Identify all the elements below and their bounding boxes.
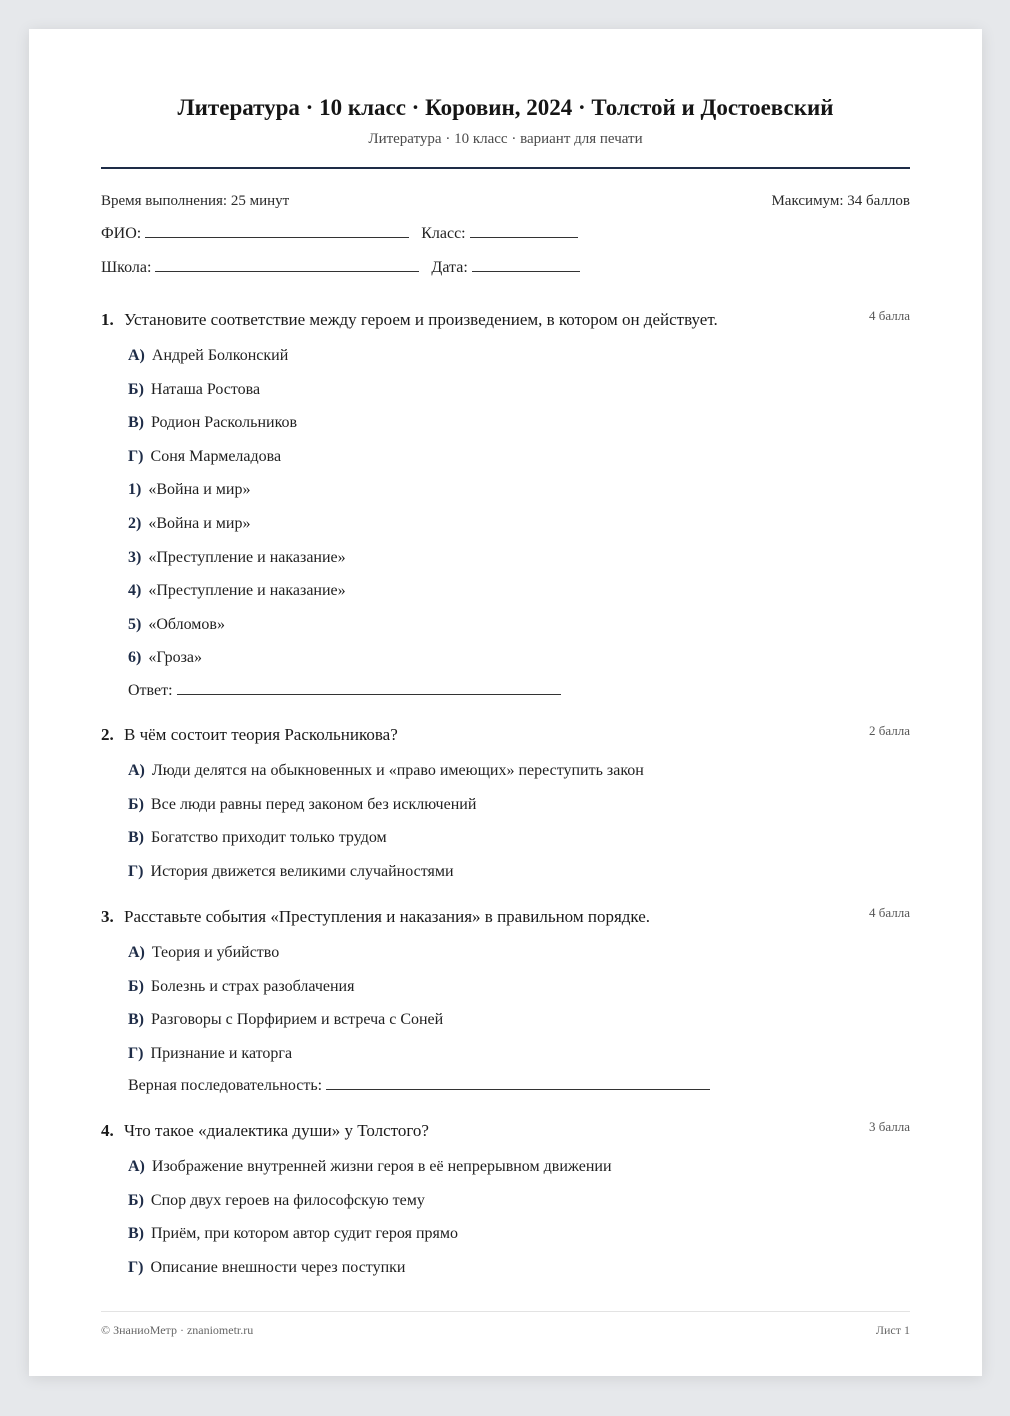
option-label: 3) [128, 548, 142, 566]
option-text: Признание и каторга [150, 1044, 293, 1062]
question-text: Расставьте события «Преступления и наказания» в правильном порядке. [124, 907, 651, 926]
option-item [128, 581, 937, 615]
max-score: Максимум: 34 баллов [771, 193, 910, 209]
time-limit: Время выполнения: 25 минут [101, 193, 290, 209]
option-item [128, 862, 937, 896]
option-item [128, 346, 937, 380]
question-text: В чём состоит теория Раскольникова? [124, 725, 398, 744]
option-text: Описание внешности через поступки [150, 1258, 406, 1276]
option-text: Наташа Ростова [150, 380, 261, 398]
school-date-row [101, 259, 592, 277]
option-text: Богатство приходит только трудом [151, 829, 387, 847]
question-4-head [101, 1121, 910, 1145]
option-item [128, 1224, 937, 1258]
option-text: Спор двух героев на философскую тему [150, 1191, 425, 1209]
option-item [128, 1258, 937, 1292]
answer-row [128, 1077, 937, 1101]
school-label: Школа: [101, 259, 152, 276]
answer-line[interactable] [326, 1088, 710, 1090]
question-number: 4. [101, 1121, 114, 1140]
option-label: В) [128, 1225, 144, 1243]
date-label: Дата: [431, 259, 468, 276]
option-label: Б) [128, 1191, 144, 1209]
option-text: «Война и мир» [148, 481, 251, 499]
option-item [128, 413, 937, 447]
fio-label: ФИО: [101, 225, 142, 242]
question-points: 4 балла [869, 905, 910, 920]
option-label: Б) [128, 380, 144, 398]
answer-line[interactable] [177, 693, 561, 695]
question-4 [101, 1121, 910, 1291]
class-line[interactable] [470, 236, 578, 238]
worksheet-page [29, 29, 982, 1376]
answer-row [128, 682, 937, 706]
option-text: Приём, при котором автор судит героя прямо [151, 1225, 458, 1243]
option-label: А) [128, 944, 145, 961]
option-text: «Война и мир» [148, 514, 251, 532]
question-text: Установите соответствие между героем и произведением, в котором он действует. [124, 310, 718, 329]
question-number: 3. [101, 907, 114, 926]
option-text: «Преступление и наказание» [148, 582, 346, 600]
option-text: Андрей Болконский [151, 347, 289, 364]
answer-label: Ответ: [128, 681, 173, 699]
question-3 [101, 907, 910, 1101]
option-label: Г) [128, 1258, 144, 1276]
meta-row [101, 193, 910, 210]
page-title: Литература · 10 класс · Коровин, 2024 · Толстой и Достоевский [177, 95, 834, 120]
option-label: Г) [128, 862, 144, 880]
option-label: 4) [128, 582, 142, 600]
footer-copyright: © ЗнаниоМетр · znaniometr.ru [101, 1323, 254, 1337]
option-text: Теория и убийство [151, 944, 280, 961]
option-item [128, 1010, 937, 1044]
question-1-head [101, 310, 910, 334]
option-label: 5) [128, 615, 142, 633]
date-line[interactable] [472, 270, 580, 272]
question-2-head [101, 725, 910, 749]
option-label: 1) [128, 481, 142, 499]
option-item [128, 380, 937, 414]
option-text: «Гроза» [148, 649, 202, 667]
option-text: Изображение внутренней жизни героя в её непрерывном движении [151, 1158, 612, 1175]
header-divider [101, 167, 910, 169]
option-item [128, 480, 937, 514]
page-footer [101, 1323, 910, 1338]
question-1 [101, 310, 910, 706]
question-points: 4 балла [869, 308, 910, 323]
option-item [128, 615, 937, 649]
option-label: Г) [128, 447, 144, 465]
option-item [128, 828, 937, 862]
option-item [128, 977, 937, 1011]
fio-class-row [101, 225, 590, 243]
option-item [128, 447, 937, 481]
question-points: 3 балла [869, 1119, 910, 1134]
question-2 [101, 725, 910, 895]
question-3-head [101, 907, 910, 931]
option-text: Все люди равны перед законом без исключений [150, 795, 477, 813]
question-number: 1. [101, 310, 114, 329]
option-item [128, 514, 937, 548]
question-number: 2. [101, 725, 114, 744]
option-label: 6) [128, 649, 142, 667]
option-text: Люди делятся на обыкновенных и «право имеющих» переступить закон [151, 762, 644, 779]
option-label: А) [128, 1158, 145, 1175]
option-item [128, 761, 937, 795]
option-text: Разговоры с Порфирием и встреча с Соней [151, 1011, 444, 1029]
option-label: В) [128, 414, 144, 432]
page-number: Лист 1 [875, 1323, 910, 1337]
option-item [128, 1044, 937, 1078]
school-line[interactable] [155, 270, 419, 272]
option-label: А) [128, 762, 145, 779]
option-text: Болезнь и страх разоблачения [150, 977, 355, 995]
option-text: Родион Раскольников [151, 414, 298, 432]
option-label: В) [128, 829, 144, 847]
question-points: 2 балла [869, 723, 910, 738]
option-item [128, 943, 937, 977]
option-label: Г) [128, 1044, 144, 1062]
answer-label: Верная последовательность: [128, 1077, 323, 1095]
question-text: Что такое «диалектика души» у Толстого? [124, 1121, 429, 1140]
fio-line[interactable] [145, 236, 409, 238]
option-label: А) [128, 347, 145, 364]
option-item [128, 1157, 937, 1191]
option-text: Соня Мармеладова [150, 447, 282, 465]
option-text: История движется великими случайностями [150, 862, 454, 880]
option-item [128, 648, 937, 682]
option-item [128, 548, 937, 582]
option-label: Б) [128, 795, 144, 813]
footer-divider [101, 1311, 910, 1312]
option-label: В) [128, 1011, 144, 1029]
option-label: Б) [128, 977, 144, 995]
class-label: Класс: [421, 225, 466, 242]
page-subtitle: Литература · 10 класс · вариант для печати [368, 131, 643, 147]
option-text: «Обломов» [148, 615, 225, 633]
option-label: 2) [128, 514, 142, 532]
page-content [101, 29, 910, 1376]
option-item [128, 795, 937, 829]
option-item [128, 1191, 937, 1225]
option-text: «Преступление и наказание» [148, 548, 346, 566]
